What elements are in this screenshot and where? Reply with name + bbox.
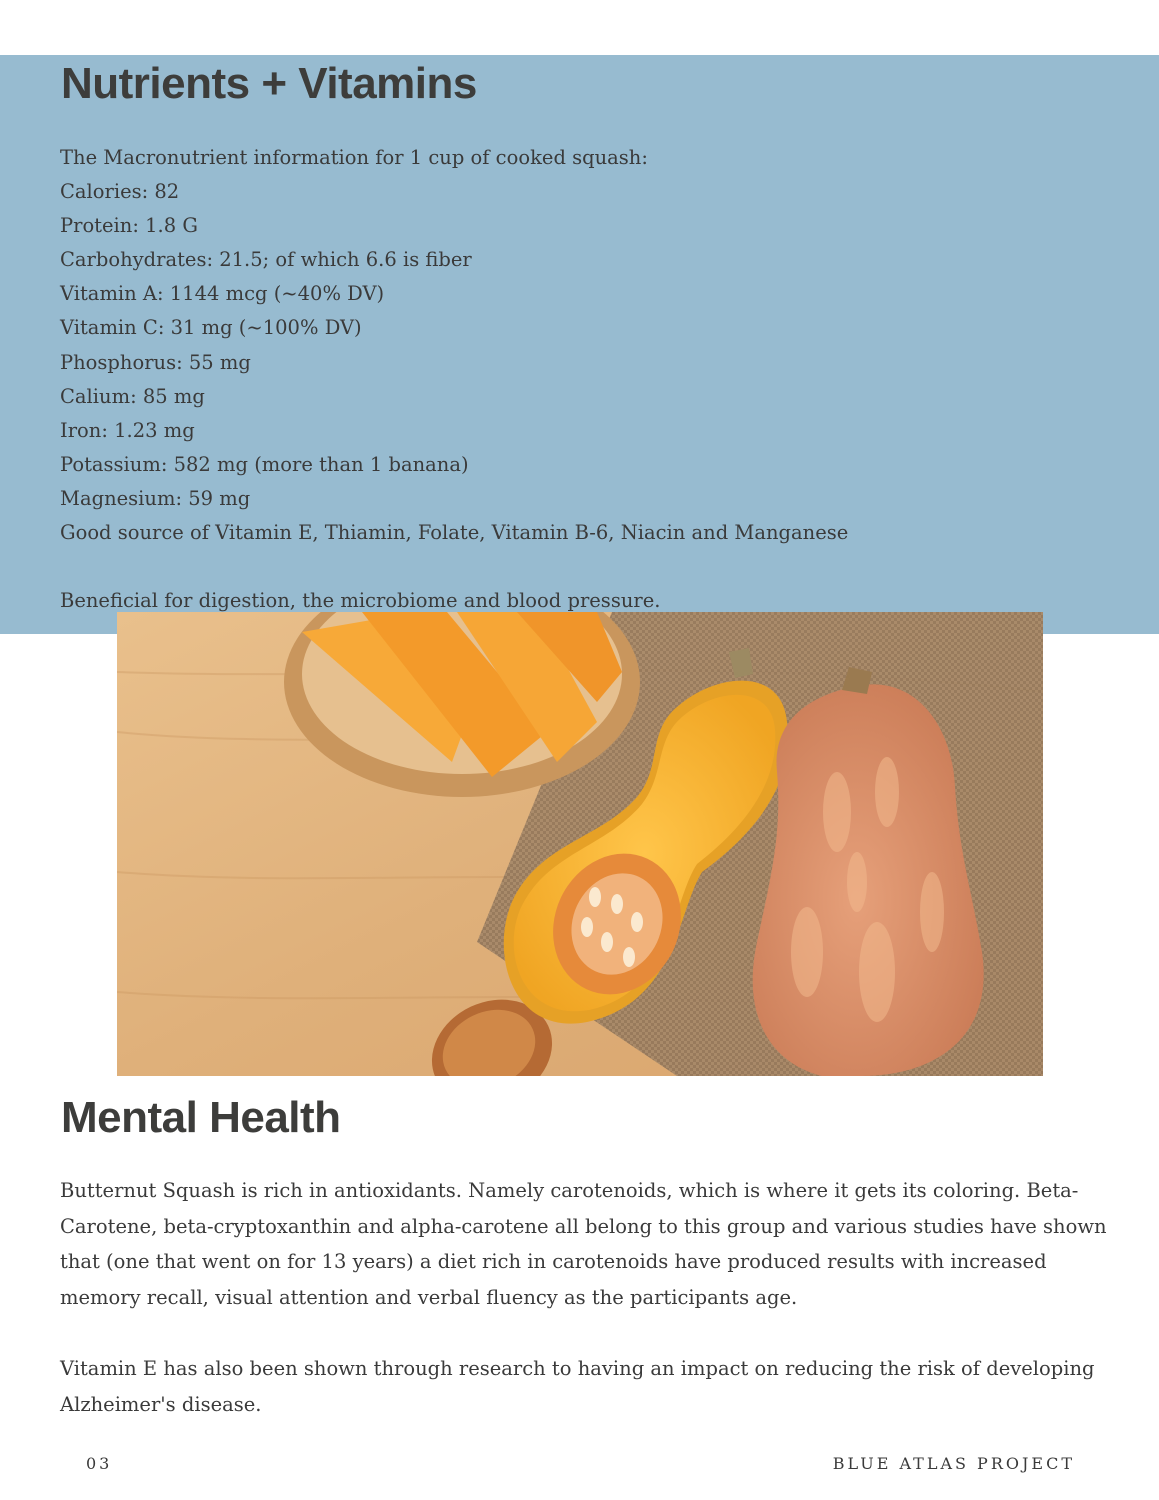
- nutrients-note: Beneficial for digestion, the microbiome and blood pressure.: [60, 589, 661, 613]
- nutrients-intro: The Macronutrient information for 1 cup of cooked squash:: [60, 146, 648, 169]
- nutrient-good-source: Good source of Vitamin E, Thiamin, Folate, Vitamin B-6, Niacin and Manganese: [60, 521, 849, 545]
- nutrient-vitamin-a: Vitamin A: 1144 mcg (~40% DV): [60, 282, 385, 306]
- carotenoids-paragraph: Butternut Squash is rich in antioxidants. Namely carotenoids, which is where it gets its coloring. Beta- Carotene, beta-cryptoxanthin and alpha-carotene all belong to this group and various studies have shown that (one that went on for 13 years) a diet rich in carotenoids have produced results with increased memory recall, visual attention and verbal fluency as the participants age.: [60, 1179, 1107, 1309]
- nutrients-list: [60, 141, 1100, 618]
- butternut-squash-photo: [117, 612, 1043, 1076]
- nutrients-title: Nutrients + Vitamins: [61, 59, 477, 108]
- nutrient-protein: Protein: 1.8 G: [60, 214, 198, 238]
- mental-health-body: [60, 1173, 1120, 1422]
- nutrient-carbohydrates: Carbohydrates: 21.5; of which 6.6 is fiber: [60, 248, 472, 272]
- footer-brand: BLUE ATLAS PROJECT: [832, 1454, 1075, 1473]
- nutrient-iron: Iron: 1.23 mg: [60, 418, 195, 442]
- nutrient-potassium: Potassium: 582 mg (more than 1 banana): [60, 452, 469, 476]
- nutrient-phosphorus: Phosphorus: 55 mg: [60, 350, 251, 374]
- mental-health-title: Mental Health: [61, 1093, 341, 1142]
- nutrient-magnesium: Magnesium: 59 mg: [60, 486, 251, 510]
- vitamin-e-paragraph: Vitamin E has also been shown through research to having an impact on reducing the risk of developing Alzheimer's disease.: [60, 1356, 1095, 1416]
- nutrient-calcium: Calium: 85 mg: [60, 384, 205, 408]
- page-number: 03: [86, 1454, 113, 1473]
- nutrient-calories: Calories: 82: [60, 180, 180, 204]
- nutrient-vitamin-c: Vitamin C: 31 mg (~100% DV): [60, 316, 362, 340]
